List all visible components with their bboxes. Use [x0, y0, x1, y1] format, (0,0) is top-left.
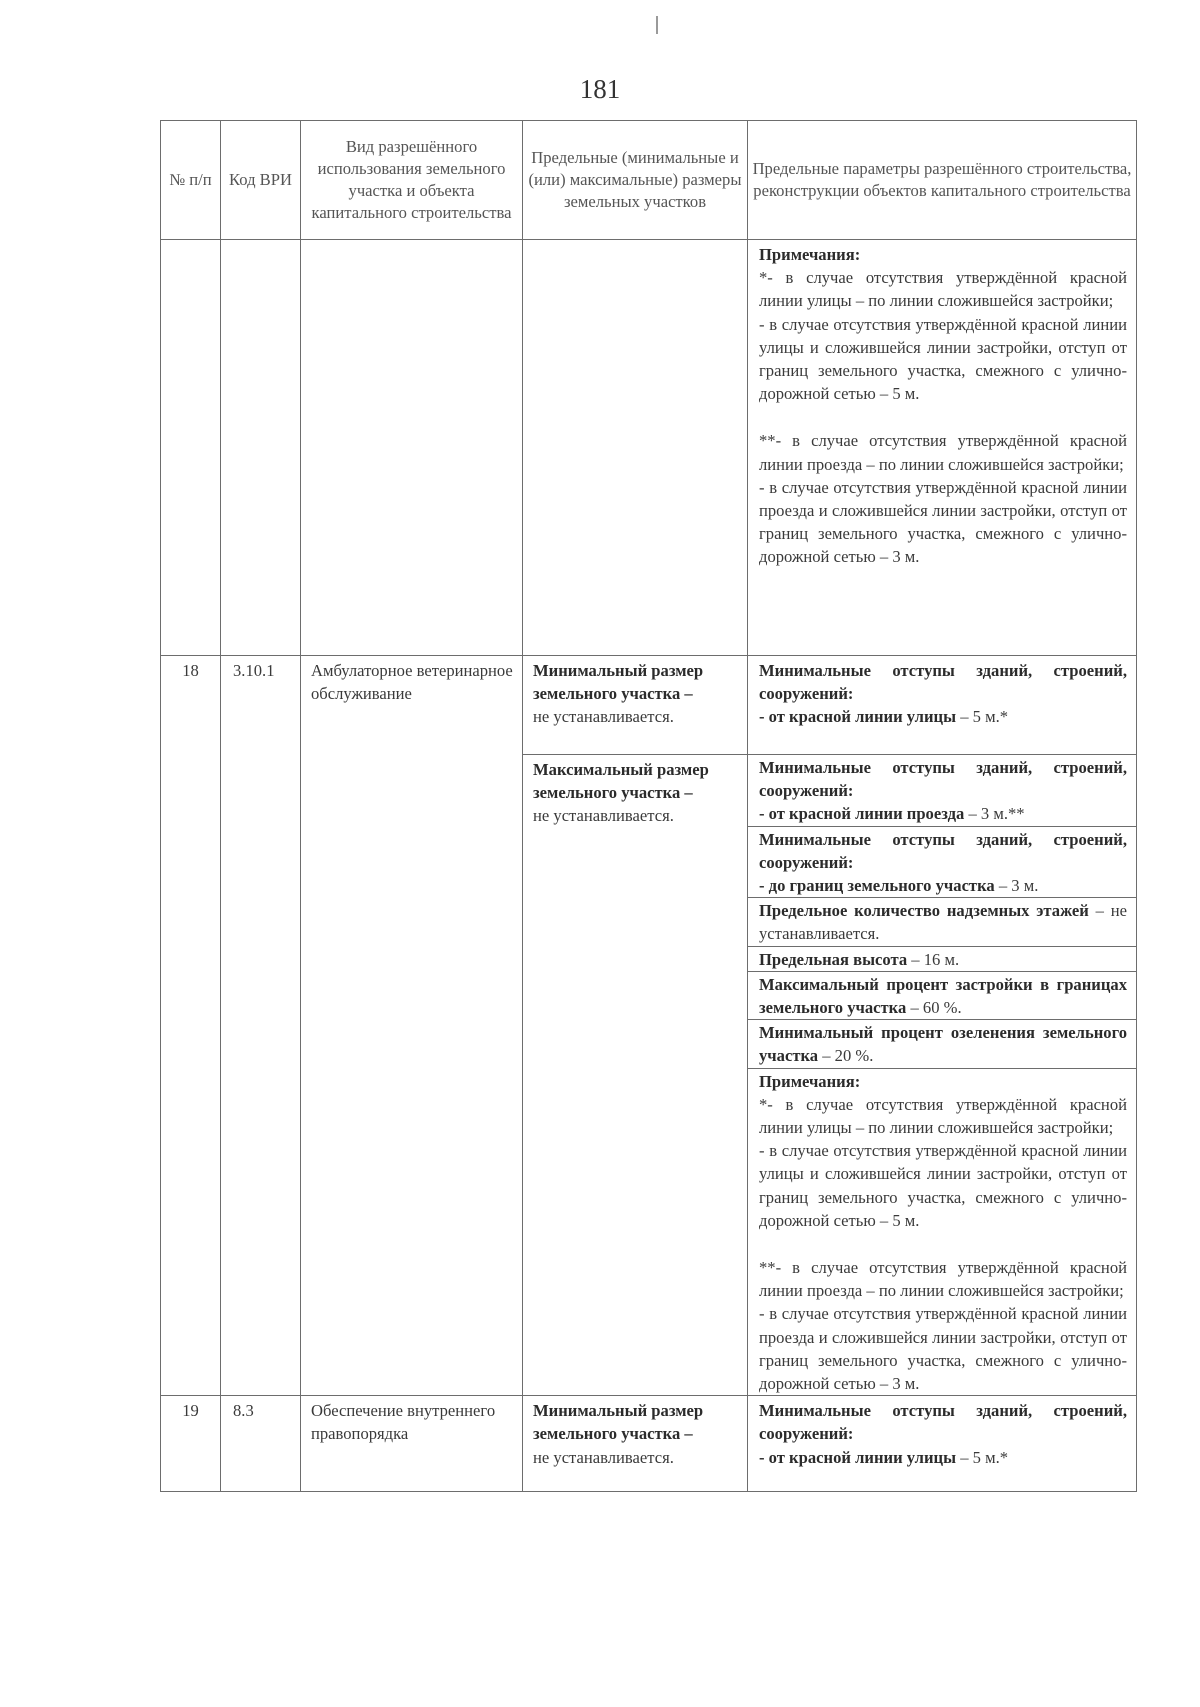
row-18-indent-head-2: Минимальные отступы зданий, строений, сооружений: [759, 758, 1127, 801]
row-18-max-size-value: не устанавливается. [533, 806, 674, 826]
row-18-indent-drive [748, 755, 1136, 826]
row-18-notes [748, 1068, 1136, 1396]
row-18-border-value: – 3 м. [994, 876, 1039, 896]
row-18-indent-head: Минимальные отступы зданий, строений, сооружений: [759, 661, 1127, 704]
note-street-2: - в случае отсутствия утверждённой красной линии улицы и сложившейся линии застройки, отступ от границ земельного участка, смежного с улично-дорожной сетью – 5 м. [759, 314, 1127, 404]
row-18-notes-title: Примечания: [759, 1071, 861, 1091]
row-18-drive-value: – 3 м.** [964, 804, 1025, 824]
row-19-min-size [523, 1396, 748, 1492]
row-18-min-size-value: не устанавливается. [533, 707, 674, 727]
row-18-coverage-label: Максимальный процент застройки в границах земельного участка [759, 974, 1127, 1018]
row-19-street-value: – 5 м.* [956, 1447, 1009, 1467]
row-19-indent-head: Минимальные отступы зданий, строений, сооружений: [759, 1401, 1127, 1444]
header-code: Код ВРИ [221, 121, 301, 240]
row-18-green [748, 1019, 1136, 1067]
table-header-row [161, 121, 1137, 240]
header-params: Предельные параметры разрешённого строительства, реконструкции объектов капитального строительства [748, 121, 1137, 240]
row-18-note-street-1: *- в случае отсутствия утверждённой красной линии улицы – по линии сложившейся застройки; [759, 1094, 1127, 1138]
row-18-min-size [523, 656, 748, 755]
row-18-street-value: – 5 м.* [956, 707, 1009, 727]
row-19-indent-street [748, 1396, 1137, 1492]
row-19-code: 8.3 [221, 1396, 301, 1492]
row-18-floors [748, 897, 1136, 945]
row-18-note-drive-1: **- в случае отсутствия утверждённой красной линии проезда – по линии сложившейся застройки; [759, 1258, 1127, 1301]
cell-size-empty [523, 240, 748, 656]
row-18-green-value: – 20 %. [818, 1046, 874, 1066]
cell-notes-continuation [748, 240, 1137, 656]
row-18-vri: Амбулаторное ветеринарное обслуживание [301, 656, 523, 1396]
note-street-1: *- в случае отсутствия утверждённой красной линии улицы – по линии сложившейся застройки; [759, 268, 1127, 311]
table-row-19 [161, 1396, 1137, 1492]
row-18-note-street-2: - в случае отсутствия утверждённой красной линии улицы и сложившейся линии застройки, отступ от границ земельного участка, смежного с улично-дорожной сетью – 5 м. [759, 1141, 1127, 1230]
table-row-18 [161, 656, 1137, 755]
header-vri: Вид разрешённого использования земельного участка и объекта капитального строительства [301, 121, 523, 240]
row-18-floors-value: – не устанавливается. [759, 901, 1127, 944]
cell-vri-empty [301, 240, 523, 656]
notes-title: Примечания: [759, 245, 861, 264]
table-row-continuation [161, 240, 1137, 656]
row-18-max-size [523, 755, 748, 1396]
row-18-green-label: Минимальный процент озеленения земельного участка [759, 1023, 1127, 1066]
cell-code-empty [221, 240, 301, 656]
row-18-note-drive-2: - в случае отсутствия утверждённой красной линии проезда и сложившейся линии застройки, отступ от границ земельного участка, смежного с улично-дорожной сетью – 3 м. [759, 1304, 1127, 1394]
header-sizes: Предельные (минимальные и (или) максимальные) размеры земельных участков [523, 121, 748, 240]
row-18-height-value: – 16 м. [907, 949, 960, 969]
scan-speck [656, 16, 658, 34]
row-19-vri: Обеспечение внутреннего правопорядка [301, 1396, 523, 1492]
row-19-min-size-value: не устанавливается. [533, 1447, 674, 1467]
row-19-street-label: - от красной линии улицы [759, 1447, 957, 1467]
zoning-table [160, 120, 1137, 1492]
header-num: № п/п [161, 121, 221, 240]
row-18-drive-label: - от красной линии проезда [759, 804, 965, 824]
row-18-coverage-value: – 60 %. [906, 998, 962, 1018]
row-18-floors-label: Предельное количество надземных этажей [759, 901, 1089, 921]
row-18-max-size-label: Максимальный размер земельного участка – [533, 760, 709, 803]
cell-num-empty [161, 240, 221, 656]
row-18-params [748, 755, 1137, 1396]
row-18-indent-head-3: Минимальные отступы зданий, строений, сооружений: [759, 829, 1127, 872]
row-18-height-label: Предельная высота [759, 949, 908, 969]
row-18-indent-border [748, 826, 1136, 898]
row-19-min-size-label: Минимальный размер земельного участка – [533, 1401, 704, 1444]
row-18-min-size-label: Минимальный размер земельного участка – [533, 661, 704, 704]
note-drive-2: - в случае отсутствия утверждённой красной линии проезда и сложившейся линии застройки, отступ от границ земельного участка, смежного с улично-дорожной сетью – 3 м. [759, 477, 1127, 567]
row-18-street-label: - от красной линии улицы [759, 707, 957, 727]
row-18-indent-street [748, 656, 1137, 755]
row-19-num: 19 [161, 1396, 221, 1492]
row-18-num: 18 [161, 656, 221, 1396]
row-18-code: 3.10.1 [221, 656, 301, 1396]
note-drive-1: **- в случае отсутствия утверждённой красной линии проезда – по линии сложившейся застройки; [759, 431, 1127, 474]
row-18-coverage [748, 971, 1136, 1019]
row-18-border-label: - до границ земельного участка [759, 876, 995, 896]
row-18-height [748, 946, 1136, 971]
page-number: 181 [579, 74, 621, 104]
